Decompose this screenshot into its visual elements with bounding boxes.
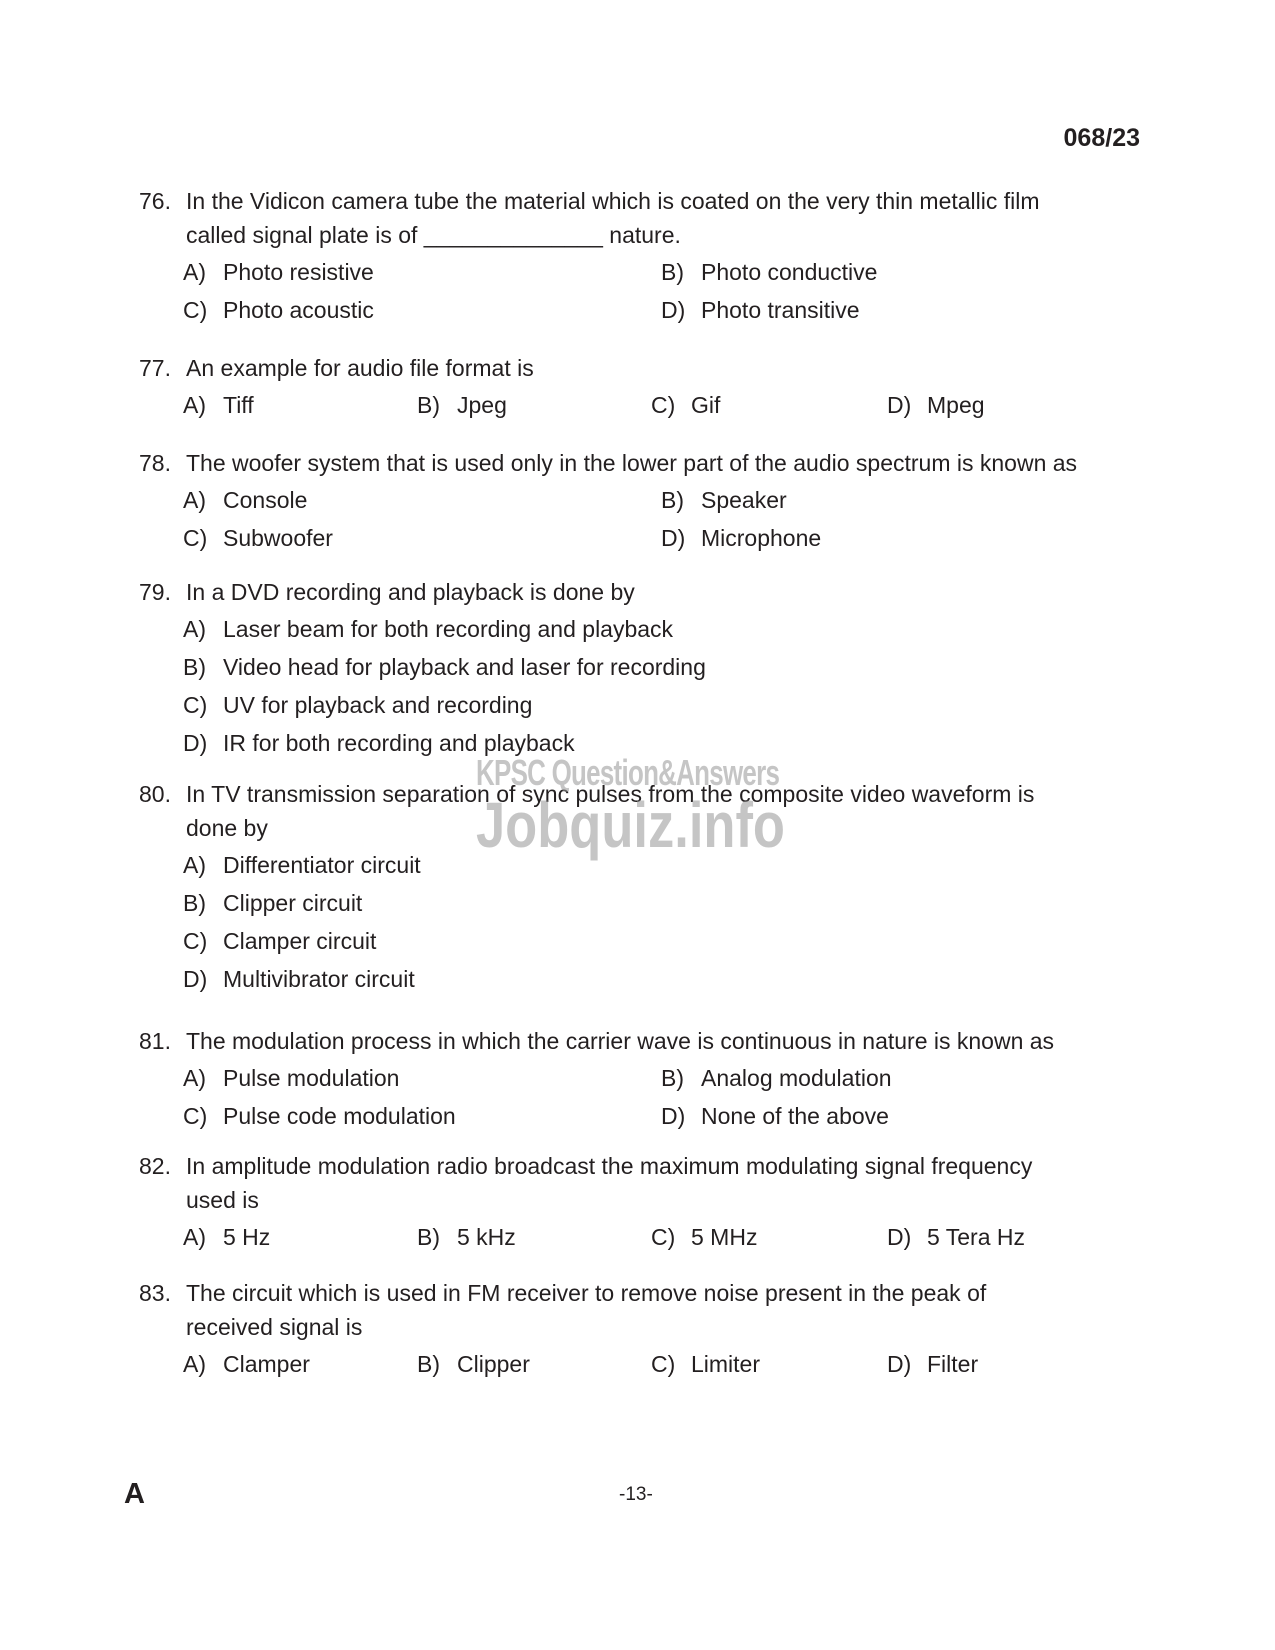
stem-line: The woofer system that is used only in the lower part of the audio spectrum is known as	[186, 450, 1078, 476]
option-text: Console	[223, 487, 308, 513]
option-text: Gif	[691, 392, 721, 418]
option-c	[651, 1347, 887, 1381]
option-b	[661, 483, 1139, 517]
question-stem	[139, 777, 1139, 845]
option-c	[183, 1099, 661, 1133]
option-a	[183, 612, 1139, 646]
option-letter: D)	[887, 1224, 912, 1250]
option-letter: C)	[651, 1351, 676, 1377]
option-b	[661, 255, 1139, 289]
option-text: Pulse modulation	[223, 1065, 400, 1091]
option-letter: B)	[417, 1224, 440, 1250]
option-text: Differentiator circuit	[223, 852, 421, 878]
options	[139, 1220, 1139, 1254]
option-c	[183, 293, 661, 327]
stem-line: In the Vidicon camera tube the material which is coated on the very thin metallic film	[186, 188, 1040, 214]
option-letter: D)	[183, 730, 208, 756]
option-letter: B)	[417, 1351, 440, 1377]
options	[139, 255, 1139, 327]
option-c	[183, 688, 1139, 722]
option-letter: C)	[183, 692, 208, 718]
option-letter: C)	[183, 1103, 208, 1129]
option-letter: B)	[417, 392, 440, 418]
stem-line: received signal is	[186, 1314, 363, 1340]
options	[139, 848, 1139, 996]
option-text: Clipper	[457, 1351, 530, 1377]
option-letter: A)	[183, 616, 206, 642]
option-text: Photo resistive	[223, 259, 374, 285]
paper-code: 068/23	[1063, 124, 1140, 152]
option-letter: C)	[651, 392, 676, 418]
option-text: Tiff	[223, 392, 254, 418]
option-text: None of the above	[701, 1103, 889, 1129]
option-d	[183, 726, 1139, 760]
option-letter: D)	[661, 525, 686, 551]
question-79	[139, 575, 1139, 764]
option-text: Limiter	[691, 1351, 761, 1377]
option-d	[661, 521, 1139, 555]
option-letter: A)	[183, 1224, 206, 1250]
option-text: 5 Hz	[223, 1224, 271, 1250]
set-letter: A	[124, 1478, 145, 1510]
option-letter: A)	[183, 259, 206, 285]
option-b	[417, 388, 651, 422]
option-letter: B)	[183, 890, 206, 916]
option-a	[183, 1220, 417, 1254]
question-81	[139, 1024, 1139, 1133]
option-text: Jpeg	[457, 392, 507, 418]
option-c	[651, 1220, 887, 1254]
question-83	[139, 1276, 1139, 1381]
watermark-line: KPSC Question&Answers	[476, 752, 780, 793]
watermark-line: Jobquiz.info	[476, 789, 785, 861]
option-d	[887, 388, 1123, 422]
option-letter: B)	[661, 259, 684, 285]
stem-line: In a DVD recording and playback is done by	[186, 579, 635, 605]
question-number: 80.	[139, 781, 171, 807]
option-a	[183, 483, 661, 517]
question-77	[139, 351, 1139, 422]
option-letter: A)	[183, 392, 206, 418]
options	[139, 483, 1139, 555]
option-text: Clamper	[223, 1351, 310, 1377]
option-text: Photo conductive	[701, 259, 878, 285]
option-letter: A)	[183, 1351, 206, 1377]
option-text: UV for playback and recording	[223, 692, 533, 718]
question-stem	[139, 446, 1139, 480]
options	[139, 612, 1139, 760]
option-letter: D)	[183, 966, 208, 992]
question-76	[139, 184, 1139, 327]
question-78	[139, 446, 1139, 555]
option-letter: B)	[661, 487, 684, 513]
question-stem	[139, 1149, 1139, 1217]
option-letter: D)	[887, 1351, 912, 1377]
option-letter: D)	[661, 1103, 686, 1129]
option-letter: C)	[183, 525, 208, 551]
question-stem	[139, 575, 1139, 609]
option-text: Pulse code modulation	[223, 1103, 456, 1129]
option-letter: D)	[887, 392, 912, 418]
stem-line: done by	[186, 815, 268, 841]
question-number: 79.	[139, 579, 171, 605]
option-letter: C)	[651, 1224, 676, 1250]
stem-line: called signal plate is of ______________ nature.	[186, 222, 681, 248]
option-text: Clipper circuit	[223, 890, 363, 916]
option-text: 5 kHz	[457, 1224, 516, 1250]
option-text: Analog modulation	[701, 1065, 892, 1091]
option-letter: A)	[183, 487, 206, 513]
stem-line: The modulation process in which the carrier wave is continuous in nature is known as	[186, 1028, 1055, 1054]
question-number: 82.	[139, 1153, 171, 1179]
option-d	[661, 1099, 1139, 1133]
question-number: 83.	[139, 1280, 171, 1306]
question-number: 81.	[139, 1028, 171, 1054]
option-b	[183, 650, 1139, 684]
option-text: 5 Tera Hz	[927, 1224, 1026, 1250]
option-c	[183, 521, 661, 555]
options	[139, 388, 1139, 422]
option-b	[417, 1347, 651, 1381]
options	[139, 1061, 1139, 1133]
option-text: Filter	[927, 1351, 979, 1377]
option-letter: D)	[661, 297, 686, 323]
option-text: Clamper circuit	[223, 928, 377, 954]
question-stem	[139, 351, 1139, 385]
question-stem	[139, 1024, 1139, 1058]
option-text: Photo transitive	[701, 297, 860, 323]
question-number: 78.	[139, 450, 171, 476]
stem-line: An example for audio file format is	[186, 355, 534, 381]
stem-line: used is	[186, 1187, 259, 1213]
option-letter: C)	[183, 297, 208, 323]
option-text: Microphone	[701, 525, 822, 551]
option-c	[651, 388, 887, 422]
stem-line: The circuit which is used in FM receiver to remove noise present in the peak of	[186, 1280, 987, 1306]
option-text: 5 MHz	[691, 1224, 758, 1250]
option-text: Video head for playback and laser for recording	[223, 654, 706, 680]
option-d	[183, 962, 1139, 996]
option-b	[183, 886, 1139, 920]
option-a	[183, 1347, 417, 1381]
option-d	[887, 1347, 1123, 1381]
stem-line: In amplitude modulation radio broadcast the maximum modulating signal frequency	[186, 1153, 1033, 1179]
option-b	[661, 1061, 1139, 1095]
option-letter: B)	[661, 1065, 684, 1091]
question-number: 77.	[139, 355, 171, 381]
option-text: Multivibrator circuit	[223, 966, 415, 992]
option-c	[183, 924, 1139, 958]
option-text: Mpeg	[927, 392, 985, 418]
option-letter: A)	[183, 852, 206, 878]
question-stem	[139, 1276, 1139, 1344]
question-82	[139, 1149, 1139, 1254]
option-d	[661, 293, 1139, 327]
option-text: Laser beam for both recording and playback	[223, 616, 674, 642]
question-stem	[139, 184, 1139, 252]
option-letter: B)	[183, 654, 206, 680]
option-a	[183, 848, 1139, 882]
option-b	[417, 1220, 651, 1254]
stem-line: In TV transmission separation of sync pulses from the composite video waveform is	[186, 781, 1035, 807]
option-d	[887, 1220, 1123, 1254]
option-a	[183, 388, 417, 422]
option-a	[183, 1061, 661, 1095]
question-number: 76.	[139, 188, 171, 214]
page-number: -13-	[619, 1484, 653, 1505]
option-text: IR for both recording and playback	[223, 730, 575, 756]
question-80	[139, 777, 1139, 1000]
option-letter: A)	[183, 1065, 206, 1091]
option-text: Photo acoustic	[223, 297, 374, 323]
option-text: Subwoofer	[223, 525, 333, 551]
option-text: Speaker	[701, 487, 787, 513]
options	[139, 1347, 1139, 1381]
option-letter: C)	[183, 928, 208, 954]
option-a	[183, 255, 661, 289]
